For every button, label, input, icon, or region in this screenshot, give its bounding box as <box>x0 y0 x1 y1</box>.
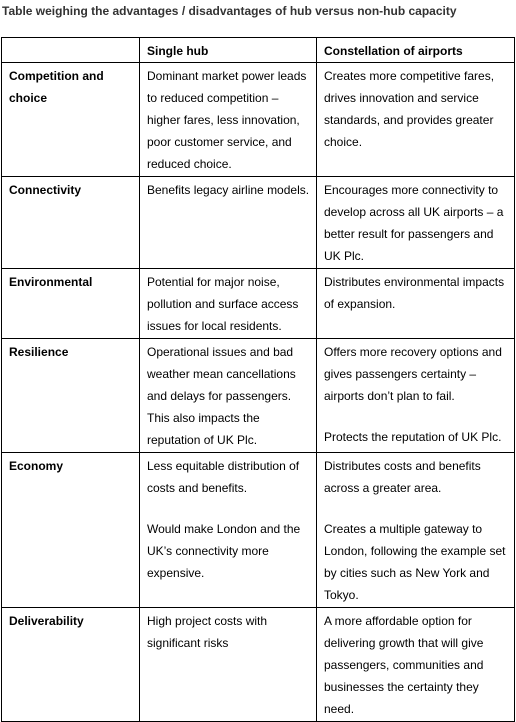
table-row <box>2 269 515 339</box>
cell-paragraph: Offers more recovery options and gives passengers certainty – airports don’t plan to fail. <box>324 345 502 403</box>
cell-paragraph: Dominant market power leads to reduced competition – higher fares, less innovation, poor customer service, and reduced choice. <box>147 69 307 171</box>
cell-paragraph: Distributes environmental impacts of expansion. <box>324 275 505 311</box>
table-row <box>2 453 515 608</box>
cell-paragraph: Distributes costs and benefits across a greater area. <box>324 459 481 495</box>
constellation-cell <box>317 63 515 177</box>
cell-paragraph: Creates a multiple gateway to London, following the example set by cities such as New York and Tokyo. <box>324 522 506 602</box>
constellation-cell <box>317 608 515 722</box>
table-caption: Table weighing the advantages / disadvantages of hub versus non-hub capacity <box>2 4 457 18</box>
single-hub-cell <box>140 177 317 269</box>
single-hub-cell <box>140 269 317 339</box>
cell-paragraph: Creates more competitive fares, drives innovation and service standards, and provides greater choice. <box>324 69 495 149</box>
cell-paragraph: Encourages more connectivity to develop across all UK airports – a better result for passengers and UK Plc. <box>324 183 504 263</box>
cell-paragraph: A more affordable option for delivering growth that will give passengers, communities and businesses the certainty they need. <box>324 614 484 716</box>
row-label-connectivity: Connectivity <box>2 177 140 269</box>
single-hub-cell <box>140 608 317 722</box>
constellation-cell <box>317 339 515 453</box>
constellation-cell <box>317 453 515 608</box>
cell-paragraph: Operational issues and bad weather mean cancellations and delays for passengers. This also impacts the reputation of UK Plc. <box>147 345 296 447</box>
header-empty <box>2 38 140 63</box>
row-label-resilience: Resilience <box>2 339 140 453</box>
cell-paragraph: Potential for major noise, pollution and surface access issues for local residents. <box>147 275 299 333</box>
cell-paragraph: Protects the reputation of UK Plc. <box>324 430 502 444</box>
row-label-economy: Economy <box>2 453 140 608</box>
row-label-environmental: Environmental <box>2 269 140 339</box>
table-row <box>2 608 515 722</box>
table-header-row <box>2 38 515 63</box>
single-hub-cell <box>140 339 317 453</box>
cell-paragraph: Benefits legacy airline models. <box>147 183 310 197</box>
cell-paragraph: Less equitable distribution of costs and benefits. <box>147 459 300 495</box>
single-hub-cell <box>140 453 317 608</box>
constellation-cell <box>317 177 515 269</box>
row-label-competition: Competition and choice <box>2 63 140 177</box>
constellation-cell <box>317 269 515 339</box>
single-hub-cell <box>140 63 317 177</box>
table-row <box>2 339 515 453</box>
table-row <box>2 177 515 269</box>
comparison-table <box>1 37 515 722</box>
table-row <box>2 63 515 177</box>
row-label-deliverability: Deliverability <box>2 608 140 722</box>
header-constellation: Constellation of airports <box>317 38 515 63</box>
cell-paragraph: High project costs with significant risks <box>147 614 268 650</box>
cell-paragraph: Would make London and the UK’s connectivity more expensive. <box>147 522 301 580</box>
header-single-hub: Single hub <box>140 38 317 63</box>
